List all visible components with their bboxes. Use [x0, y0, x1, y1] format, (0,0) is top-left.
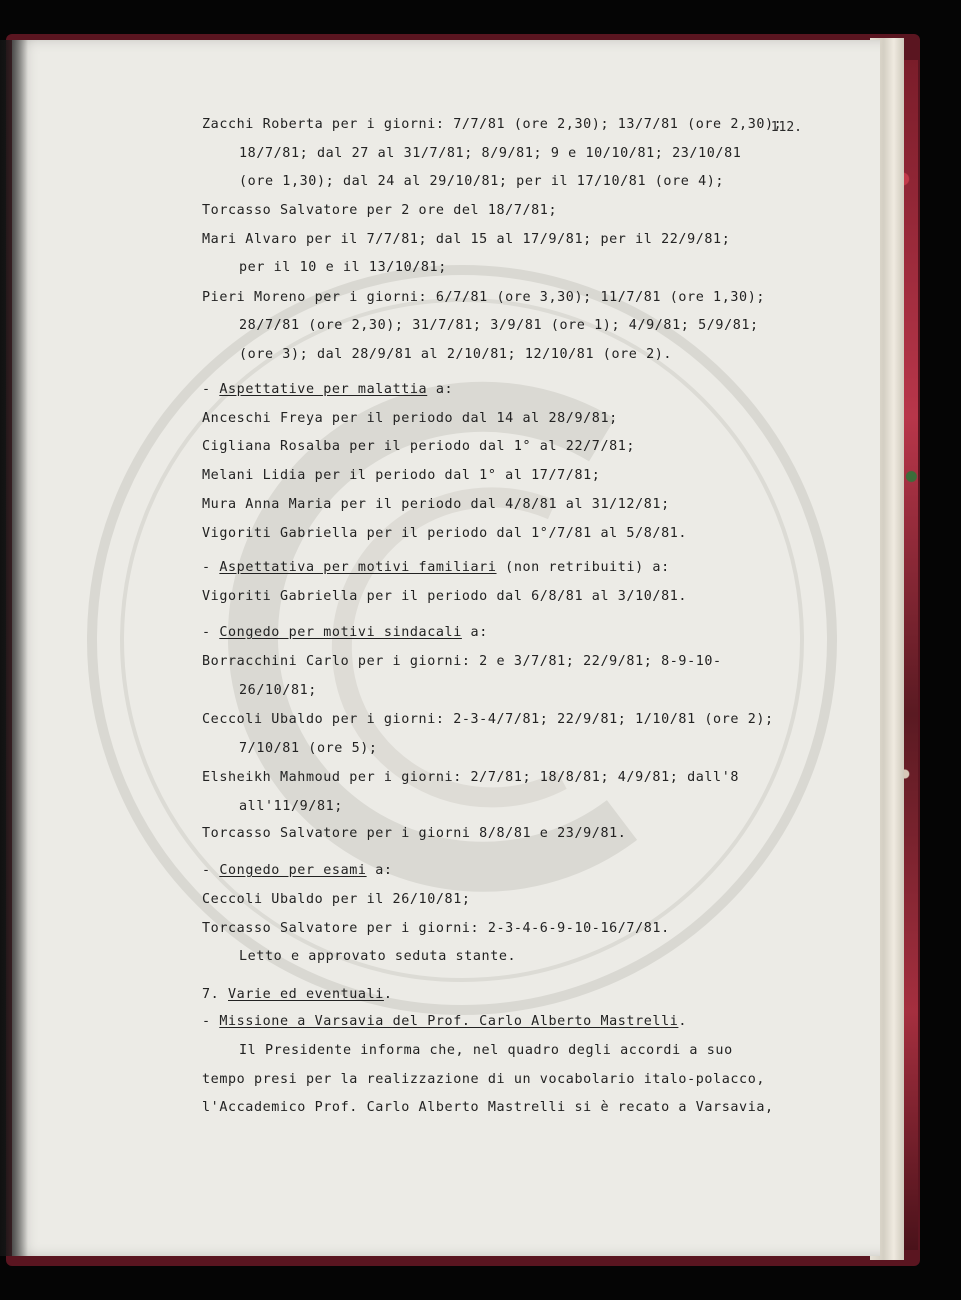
sindacali-heading: - Congedo per motivi sindacali a: [202, 625, 488, 640]
malattia-line-1: Anceschi Freya per il periodo dal 14 al 28/9/81; [202, 411, 618, 426]
pieri-line-3: (ore 3); dal 28/9/81 al 2/10/81; 12/10/81 (ore 2). [239, 347, 673, 362]
malattia-line-5: Vigoriti Gabriella per il periodo dal 1°/7/81 al 5/8/81. [202, 526, 688, 541]
familiari-heading: - Aspettativa per motivi familiari (non retribuiti) a: [202, 560, 670, 575]
familiari-line-1: Vigoriti Gabriella per il periodo dal 6/8/81 al 3/10/81. [202, 589, 688, 604]
esami-heading: - Congedo per esami a: [202, 863, 393, 878]
torcasso-line-2: Torcasso Salvatore per i giorni 8/8/81 e 23/9/81. [202, 826, 627, 841]
elsheikh-line-1: Elsheikh Mahmoud per i giorni: 2/7/81; 18/8/81; 4/9/81; dall'8 [202, 770, 740, 785]
paragraph-line-3: l'Accademico Prof. Carlo Alberto Mastrelli si è recato a Varsavia, [202, 1100, 774, 1115]
torcasso-line-1: Torcasso Salvatore per 2 ore del 18/7/81; [202, 203, 558, 218]
letto-approvato-line: Letto e approvato seduta stante. [239, 949, 517, 964]
missione-heading: - Missione a Varsavia del Prof. Carlo Alberto Mastrelli. [202, 1014, 688, 1029]
malattia-line-4: Mura Anna Maria per il periodo dal 4/8/81 al 31/12/81; [202, 497, 670, 512]
pieri-line-1: Pieri Moreno per i giorni: 6/7/81 (ore 3,30); 11/7/81 (ore 1,30); [202, 290, 766, 305]
ceccoli-esami-line: Ceccoli Ubaldo per il 26/10/81; [202, 892, 471, 907]
ceccoli-line-1: Ceccoli Ubaldo per i giorni: 2-3-4/7/81; 22/9/81; 1/10/81 (ore 2); [202, 712, 774, 727]
ceccoli-line-2: 7/10/81 (ore 5); [239, 741, 378, 756]
mari-line-1: Mari Alvaro per il 7/7/81; dal 15 al 17/9/81; per il 22/9/81; [202, 232, 731, 247]
zacchi-line-1: Zacchi Roberta per i giorni: 7/7/81 (ore 2,30); 13/7/81 (ore 2,30); [202, 117, 783, 132]
borracchini-line-1: Borracchini Carlo per i giorni: 2 e 3/7/81; 22/9/81; 8-9-10- [202, 654, 722, 669]
borracchini-line-2: 26/10/81; [239, 683, 317, 698]
malattia-line-3: Melani Lidia per il periodo dal 1° al 17/7/81; [202, 468, 601, 483]
paragraph-line-2: tempo presi per la realizzazione di un vocabolario italo-polacco, [202, 1072, 766, 1087]
zacchi-line-3: (ore 1,30); dal 24 al 29/10/81; per il 17/10/81 (ore 4); [239, 174, 725, 189]
malattia-heading: - Aspettative per malattia a: [202, 382, 454, 397]
document-page [12, 40, 880, 1256]
malattia-line-2: Cigliana Rosalba per il periodo dal 1° al 22/7/81; [202, 439, 636, 454]
page-number: 112. [770, 120, 802, 135]
binding-gutter [0, 40, 28, 1256]
paragraph-line-1: Il Presidente informa che, nel quadro degli accordi a suo [239, 1043, 733, 1058]
varie-heading: 7. Varie ed eventuali. [202, 987, 393, 1002]
elsheikh-line-2: all'11/9/81; [239, 799, 343, 814]
pieri-line-2: 28/7/81 (ore 2,30); 31/7/81; 3/9/81 (ore 1); 4/9/81; 5/9/81; [239, 318, 759, 333]
mari-line-2: per il 10 e il 13/10/81; [239, 260, 447, 275]
torcasso-esami-line: Torcasso Salvatore per i giorni: 2-3-4-6-9-10-16/7/81. [202, 921, 670, 936]
zacchi-line-2: 18/7/81; dal 27 al 31/7/81; 8/9/81; 9 e 10/10/81; 23/10/81 [239, 146, 742, 161]
